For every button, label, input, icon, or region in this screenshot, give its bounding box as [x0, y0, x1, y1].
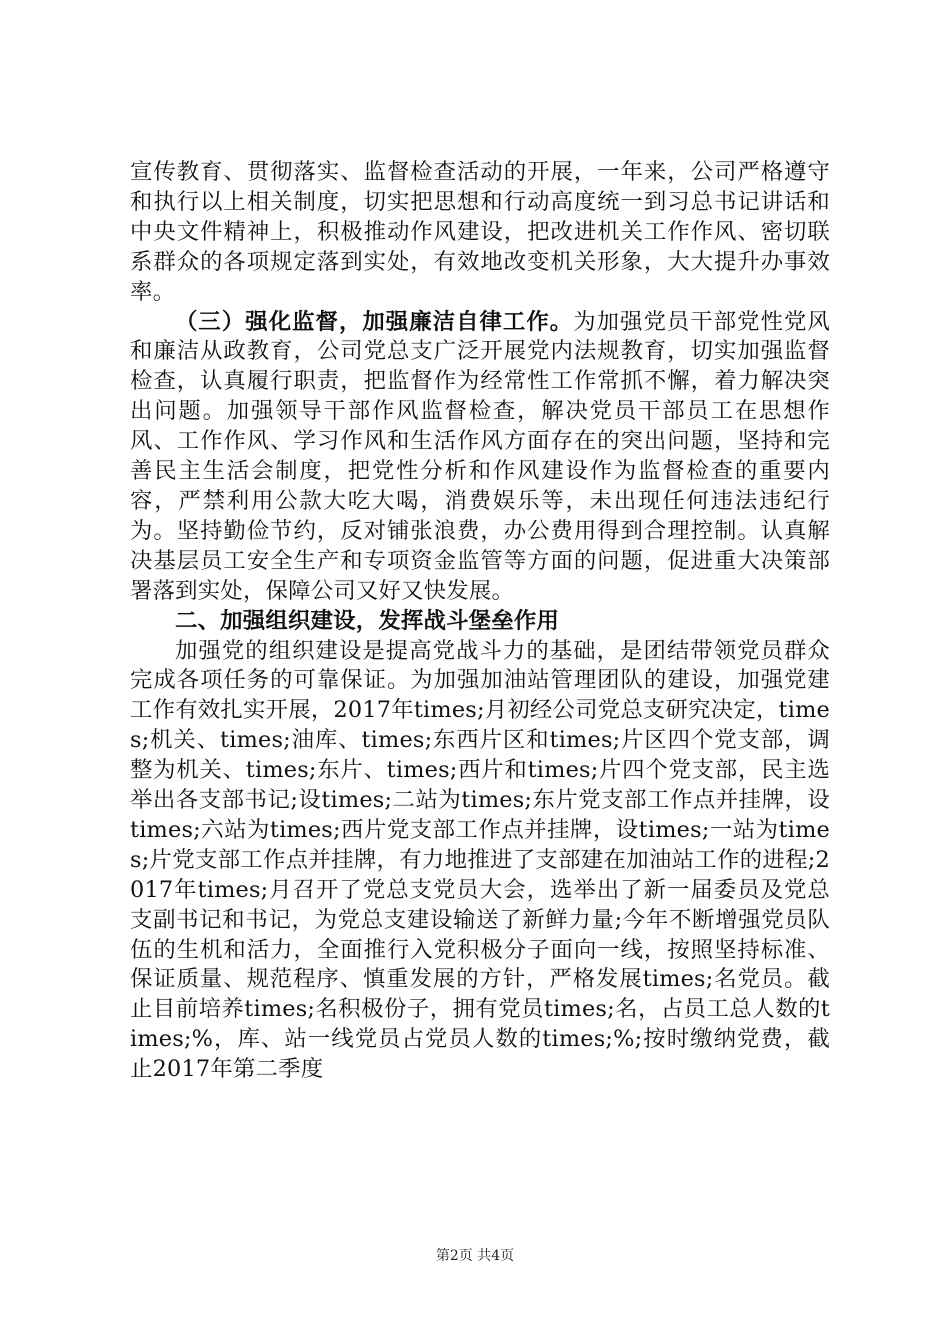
- section-heading-3: （三）强化监督，加强廉洁自律工作。: [175, 308, 574, 335]
- page-footer: 第2页 共4页: [435, 1248, 515, 1264]
- paragraph-3: 加强党的组织建设是提高党战斗力的基础，是团结带领党员群众完成各项任务的可靠保证。为加强加油站管理团队的建设，加强党建工作有效扎实开展，2017年times;月初经公司党总支研究决定，times;机关、times;油库、times;东西片区和times;片区四个党支部，调整为机关、times;东片、times;西片和times;片四个党支部，民主选举出各支部书记;设times;二站为times;东片党支部工作点并挂牌，设times;六站为times;西片党支部工作点并挂牌，设times;一站为times;片党支部工作点并挂牌，有力地推进了支部建在加油站工作的进程;2017年times;月召开了党总支党员大会，选举出了新一届委员及党总支副书记和书记，为党总支建设输送了新鲜力量;今年不断增强党员队伍的生机和活力，全面推行入党积极分子面向一线，按照坚持标准、保证质量、规范程序、慎重发展的方针，严格发展times;名党员。截止目前培养times;名积极份子，拥有党员times;名，占员工总人数的times;%，库、站一线党员占党员人数的times;%;按时缴纳党费，截止2017年第二季度: [130, 637, 830, 1083]
- document-body: [130, 158, 830, 1085]
- paragraph-1: 宣传教育、贯彻落实、监督检查活动的开展，一年来，公司严格遵守和执行以上相关制度，切实把思想和行动高度统一到习总书记讲话和中央文件精神上，积极推动作风建设，把改进机关工作作风、密切联系群众的各项规定落到实处，有效地改变机关形象，大大提升办事效率。: [130, 159, 830, 305]
- section-heading-2: 二、加强组织建设，发挥战斗堡垒作用: [175, 607, 560, 634]
- paragraph-2-body: 为加强党员干部党性党风和廉洁从政教育，公司党总支广泛开展党内法规教育，切实加强监督检查，认真履行职责，把监督作为经常性工作常抓不懈，着力解决突出问题。加强领导干部作风监督检查，解决党员干部员工在思想作风、工作作风、学习作风和生活作风方面存在的突出问题，坚持和完善民主生活会制度，把党性分析和作风建设作为监督检查的重要内容，严禁利用公款大吃大喝，消费娱乐等，未出现任何违法违纪行为。坚持勤俭节约，反对铺张浪费，办公费用得到合理控制。认真解决基层员工安全生产和专项资金监管等方面的问题，促进重大决策部署落到实处，保障公司又好又快发展。: [130, 308, 831, 604]
- paragraph-2: [130, 308, 830, 607]
